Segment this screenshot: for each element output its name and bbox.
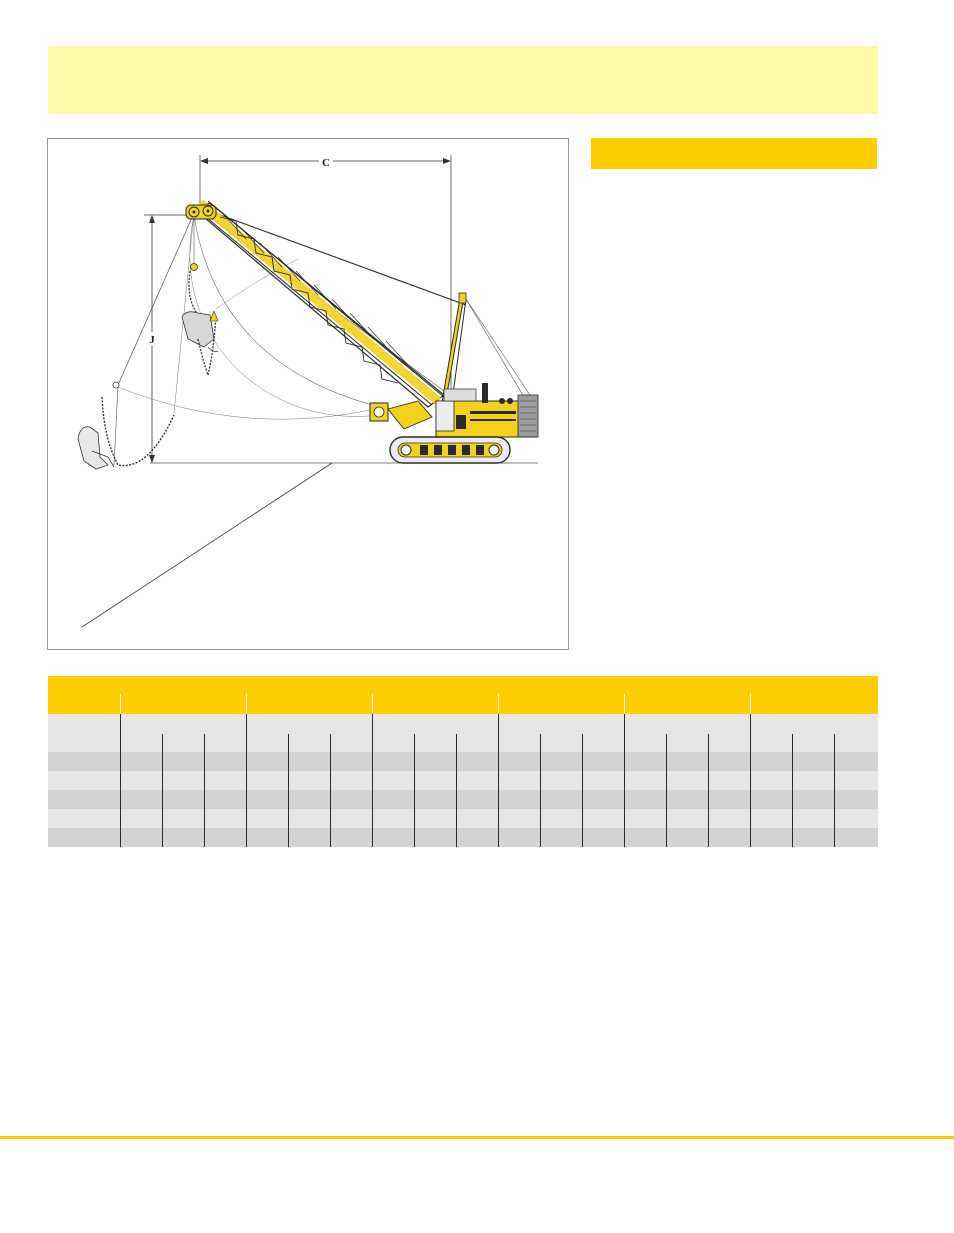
table-cell	[750, 752, 792, 771]
table-cell	[834, 790, 878, 809]
table-cell	[414, 828, 456, 847]
data-table	[48, 694, 878, 752]
table-cell	[372, 809, 414, 828]
operator-cab	[436, 401, 454, 431]
table-cell	[750, 828, 792, 847]
table-cell	[624, 771, 666, 790]
table-cell	[372, 828, 414, 847]
dimension-c-label: C	[322, 157, 330, 169]
reach-arc-inner	[194, 215, 388, 409]
dimension-j	[144, 215, 194, 463]
table-cell	[582, 771, 624, 790]
table-cell	[288, 828, 330, 847]
table-body	[48, 752, 878, 847]
table-title-bar	[48, 676, 878, 694]
group-header-cell	[750, 694, 878, 714]
dimension-c	[200, 155, 451, 394]
table-cell	[204, 771, 246, 790]
header-band	[48, 46, 878, 114]
table-cell	[624, 790, 666, 809]
group-header-cell	[624, 694, 750, 714]
table-cell	[750, 809, 792, 828]
table-row	[48, 771, 878, 790]
table-cell	[834, 809, 878, 828]
table-cell	[582, 790, 624, 809]
table-cell	[708, 752, 750, 771]
table-row	[48, 752, 878, 771]
table-cell	[330, 752, 372, 771]
table-cell	[498, 828, 540, 847]
table-cell	[48, 771, 120, 790]
lattice-boom	[192, 201, 444, 407]
a-frame-mast	[444, 293, 466, 401]
table-cell	[582, 828, 624, 847]
group-header-cell	[372, 694, 498, 714]
table-cell	[162, 828, 204, 847]
table-row	[48, 809, 878, 828]
table-cell	[48, 752, 120, 771]
table-cell	[330, 771, 372, 790]
table-cell	[624, 828, 666, 847]
table-cell	[120, 828, 162, 847]
table-cell	[624, 752, 666, 771]
table-cell	[246, 790, 288, 809]
table-cell	[708, 809, 750, 828]
table-cell	[414, 771, 456, 790]
table-cell	[414, 752, 456, 771]
boom-tip-sheaves	[186, 205, 216, 219]
table-cell	[792, 752, 834, 771]
table-cell	[288, 790, 330, 809]
table-cell	[162, 771, 204, 790]
table-cell	[498, 790, 540, 809]
table-cell	[372, 771, 414, 790]
slope-line	[82, 463, 332, 627]
table-cell	[456, 752, 498, 771]
table-cell	[498, 771, 540, 790]
table-cell	[414, 809, 456, 828]
table-cell	[456, 828, 498, 847]
table-row	[48, 828, 878, 847]
table-cell	[204, 752, 246, 771]
dragline-bucket-near	[182, 213, 218, 375]
exhaust-stack	[482, 383, 488, 403]
crawler-tracks	[390, 437, 510, 463]
table-cell	[246, 828, 288, 847]
table-cell	[834, 771, 878, 790]
table-cell	[204, 828, 246, 847]
table-cell	[540, 809, 582, 828]
table-cell	[162, 790, 204, 809]
table-cell	[750, 790, 792, 809]
side-heading-bar	[591, 138, 877, 169]
table-cell	[540, 828, 582, 847]
group-header-cell	[120, 694, 246, 714]
table-cell	[48, 809, 120, 828]
table-cell	[834, 752, 878, 771]
table-cell	[582, 809, 624, 828]
upper-carriage	[436, 383, 538, 437]
table-cell	[666, 809, 708, 828]
table-cell	[708, 790, 750, 809]
table-cell	[120, 790, 162, 809]
table-row	[48, 790, 878, 809]
drag-arc	[118, 387, 384, 419]
table-cell	[120, 809, 162, 828]
table-cell	[792, 828, 834, 847]
group-header-cell	[246, 694, 372, 714]
table-cell	[330, 790, 372, 809]
load-chart-table	[48, 676, 878, 847]
table-cell	[372, 752, 414, 771]
group-header-cell	[498, 694, 624, 714]
dragline-bucket-far	[78, 382, 174, 469]
table-cell	[792, 790, 834, 809]
table-cell	[666, 828, 708, 847]
table-cell	[162, 809, 204, 828]
fairlead	[370, 401, 432, 429]
table-cell	[456, 771, 498, 790]
table-cell	[288, 809, 330, 828]
table-cell	[708, 828, 750, 847]
table-cell	[582, 752, 624, 771]
table-cell	[330, 809, 372, 828]
table-cell	[498, 752, 540, 771]
table-cell	[792, 771, 834, 790]
table-cell	[246, 771, 288, 790]
table-cell	[624, 809, 666, 828]
table-group-header	[48, 694, 878, 714]
table-cell	[708, 771, 750, 790]
table-cell	[750, 771, 792, 790]
table-cell	[330, 828, 372, 847]
table-cell	[540, 771, 582, 790]
table-sub-header	[48, 714, 878, 752]
crane-dimension-figure	[47, 138, 569, 650]
table-cell	[666, 752, 708, 771]
table-cell	[414, 790, 456, 809]
table-cell	[456, 809, 498, 828]
table-cell	[372, 790, 414, 809]
table-cell	[204, 809, 246, 828]
table-cell	[48, 828, 120, 847]
table-cell	[204, 790, 246, 809]
table-cell	[288, 752, 330, 771]
table-cell	[288, 771, 330, 790]
table-cell	[120, 752, 162, 771]
table-cell	[792, 809, 834, 828]
dragline-crane-drawing	[48, 139, 570, 651]
table-cell	[162, 752, 204, 771]
table-cell	[834, 828, 878, 847]
reach-arc-outer	[190, 215, 378, 416]
table-cell	[666, 771, 708, 790]
table-cell	[120, 771, 162, 790]
table-cell	[246, 752, 288, 771]
table-cell	[456, 790, 498, 809]
footer-rule	[0, 1136, 954, 1139]
table-cell	[48, 790, 120, 809]
table-cell	[666, 790, 708, 809]
table-cell	[540, 790, 582, 809]
table-cell	[498, 809, 540, 828]
dimension-j-label: J	[149, 334, 155, 346]
table-cell	[246, 809, 288, 828]
table-cell	[540, 752, 582, 771]
